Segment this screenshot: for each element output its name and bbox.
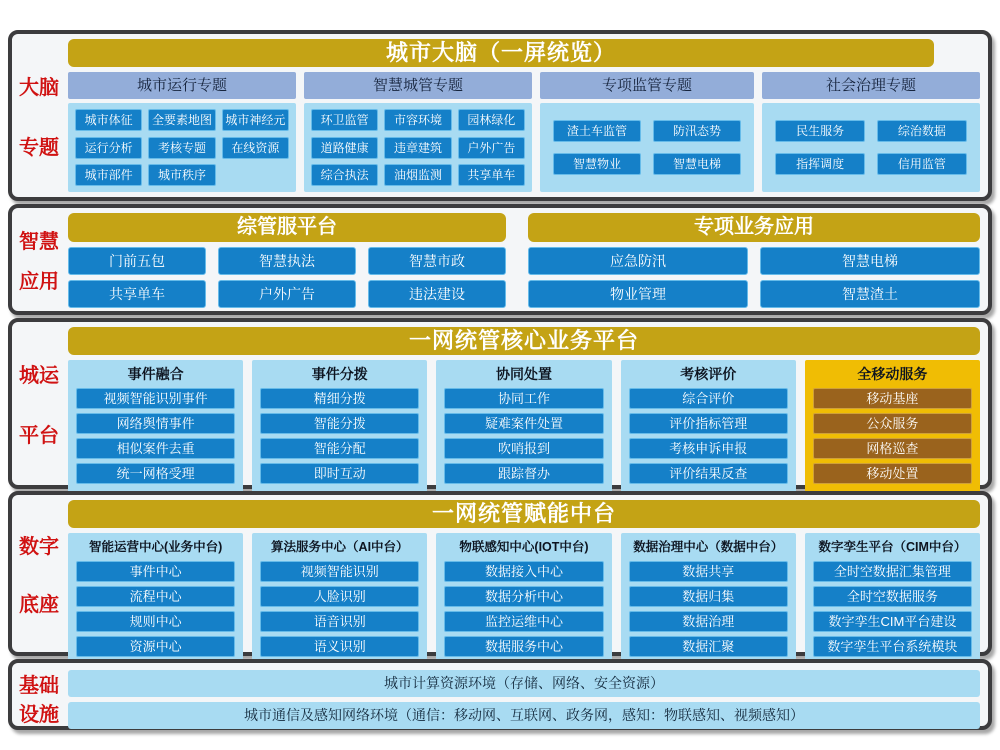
function-block: 视频智能识别 — [260, 561, 419, 582]
topic-block: 城市秩序 — [148, 164, 215, 186]
app-block: 门前五包 — [68, 247, 206, 275]
side-label-line: 底座 — [19, 594, 59, 616]
function-block: 监控运维中心 — [444, 611, 603, 632]
mid-column-data-center — [621, 533, 796, 660]
function-block: 协同工作 — [444, 388, 603, 409]
column-header: 事件分拨 — [311, 366, 368, 382]
group-header: 专项监管专题 — [540, 72, 754, 99]
topic-block: 环卫监管 — [311, 109, 378, 131]
core-column-assessment-evaluation — [621, 360, 796, 498]
topic-group-special-supervision — [540, 72, 754, 192]
side-label-line: 数字 — [19, 536, 59, 558]
function-block: 数据共享 — [629, 561, 788, 582]
core-column-full-mobile-service — [805, 360, 980, 498]
middle-platform-title: 一网统管赋能中台 — [68, 500, 980, 528]
topic-block: 道路健康 — [311, 137, 378, 159]
function-block: 智能分拨 — [260, 413, 419, 434]
group-header: 社会治理专题 — [762, 72, 980, 99]
function-block: 网络舆情事件 — [76, 413, 235, 434]
function-block: 语义识别 — [260, 636, 419, 657]
topic-block: 违章建筑 — [384, 137, 451, 159]
function-block: 视频智能识别事件 — [76, 388, 235, 409]
app-group-title: 专项业务应用 — [528, 213, 980, 242]
topic-block: 在线资源 — [222, 137, 289, 159]
column-header: 全移动服务 — [857, 366, 928, 382]
function-block: 资源中心 — [76, 636, 235, 657]
function-block: 数据分析中心 — [444, 586, 603, 607]
function-block: 吹哨报到 — [444, 438, 603, 459]
app-block: 共享单车 — [68, 280, 206, 308]
column-header: 考核评价 — [680, 366, 737, 382]
section-smart-applications — [8, 204, 992, 315]
brain-side-label — [12, 34, 66, 197]
section-city-operation-platform — [8, 318, 992, 489]
topic-block: 城市神经元 — [222, 109, 289, 131]
function-block: 移动基座 — [813, 388, 972, 409]
app-block: 户外广告 — [218, 280, 356, 308]
mid-column-iot-center — [436, 533, 611, 660]
topic-block: 防汛态势 — [653, 120, 741, 142]
side-label-line: 基础 — [19, 675, 59, 697]
side-label-line: 智慧 — [19, 231, 59, 253]
topic-block: 运行分析 — [75, 137, 142, 159]
side-label-line: 城运 — [19, 365, 59, 387]
topic-block: 综合执法 — [311, 164, 378, 186]
function-block: 事件中心 — [76, 561, 235, 582]
function-block: 数据归集 — [629, 586, 788, 607]
column-header: 事件融合 — [127, 366, 184, 382]
app-block: 应急防汛 — [528, 247, 748, 275]
side-label-line: 大脑 — [19, 77, 59, 99]
function-block: 评价结果反查 — [629, 463, 788, 484]
core-platform-title: 一网统管核心业务平台 — [68, 327, 980, 355]
topic-block: 城市部件 — [75, 164, 142, 186]
column-header: 数字孪生平台（CIM中台） — [818, 540, 967, 554]
core-column-event-fusion — [68, 360, 243, 498]
topic-block: 考核专题 — [148, 137, 215, 159]
topic-block: 市容环境 — [384, 109, 451, 131]
mid-side-label — [12, 495, 66, 652]
topic-block: 智慧物业 — [553, 153, 641, 175]
topic-block: 油烟监测 — [384, 164, 451, 186]
function-block: 数字孪生平台系统模块 — [813, 636, 972, 657]
app-block: 智慧电梯 — [760, 247, 980, 275]
function-block: 语音识别 — [260, 611, 419, 632]
function-block: 相似案件去重 — [76, 438, 235, 459]
function-block: 跟踪督办 — [444, 463, 603, 484]
function-block: 数据汇聚 — [629, 636, 788, 657]
infra-side-label — [12, 663, 66, 726]
app-group-comprehensive-platform — [68, 213, 506, 308]
group-header: 智慧城管专题 — [304, 72, 532, 99]
function-block: 综合评价 — [629, 388, 788, 409]
function-block: 网格巡查 — [813, 438, 972, 459]
function-block: 移动处置 — [813, 463, 972, 484]
mid-column-cim-center — [805, 533, 980, 660]
topic-group-social-governance — [762, 72, 980, 192]
section-digital-base — [8, 491, 992, 656]
function-block: 数据服务中心 — [444, 636, 603, 657]
column-header: 物联感知中心(IOT中台) — [459, 540, 589, 554]
topic-block: 共享单车 — [458, 164, 525, 186]
topic-block: 渣土车监管 — [553, 120, 641, 142]
function-block: 疑难案件处置 — [444, 413, 603, 434]
side-label-line: 专题 — [19, 137, 59, 159]
topic-group-smart-urban-mgmt — [304, 72, 532, 192]
section-infrastructure — [8, 659, 992, 730]
column-header: 数据治理中心（数据中台） — [633, 540, 784, 554]
function-block: 智能分配 — [260, 438, 419, 459]
topic-block: 全要素地图 — [148, 109, 215, 131]
city-brain-title: 城市大脑（一屏统览） — [68, 39, 934, 67]
function-block: 精细分拨 — [260, 388, 419, 409]
topic-block: 户外广告 — [458, 137, 525, 159]
app-block: 智慧渣土 — [760, 280, 980, 308]
mid-column-business-center — [68, 533, 243, 660]
infra-computing-environment: 城市计算资源环境（存储、网络、安全资源） — [68, 670, 980, 697]
function-block: 流程中心 — [76, 586, 235, 607]
app-group-special-business — [528, 213, 980, 308]
group-header: 城市运行专题 — [68, 72, 296, 99]
core-column-collaborative-handling — [436, 360, 611, 498]
function-block: 人脸识别 — [260, 586, 419, 607]
side-label-line: 平台 — [19, 425, 59, 447]
topic-block: 指挥调度 — [775, 153, 865, 175]
column-header: 协同处置 — [496, 366, 552, 382]
column-header: 智能运营中心(业务中台) — [88, 540, 223, 554]
function-block: 考核申诉申报 — [629, 438, 788, 459]
topic-group-city-operation — [68, 72, 296, 192]
function-block: 全时空数据汇集管理 — [813, 561, 972, 582]
topic-block: 园林绿化 — [458, 109, 525, 131]
function-block: 评价指标管理 — [629, 413, 788, 434]
core-side-label — [12, 322, 66, 485]
app-block: 物业管理 — [528, 280, 748, 308]
function-block: 数字孪生CIM平台建设 — [813, 611, 972, 632]
app-block: 智慧执法 — [218, 247, 356, 275]
function-block: 数据治理 — [629, 611, 788, 632]
function-block: 数据接入中心 — [444, 561, 603, 582]
mid-column-ai-center — [252, 533, 427, 660]
section-brain-topics — [8, 30, 992, 201]
core-column-event-dispatch — [252, 360, 427, 498]
app-block: 违法建设 — [368, 280, 506, 308]
side-label-line: 设施 — [19, 704, 59, 726]
side-label-line: 应用 — [19, 271, 59, 293]
function-block: 全时空数据服务 — [813, 586, 972, 607]
app-group-title: 综管服平台 — [68, 213, 506, 242]
infra-network-environment: 城市通信及感知网络环境（通信：移动网、互联网、政务网，感知：物联感知、视频感知） — [68, 702, 980, 729]
column-header: 算法服务中心（AI中台） — [271, 540, 409, 554]
topic-block: 综治数据 — [877, 120, 967, 142]
topic-block: 城市体征 — [75, 109, 142, 131]
topic-block: 智慧电梯 — [653, 153, 741, 175]
app-block: 智慧市政 — [368, 247, 506, 275]
function-block: 统一网格受理 — [76, 463, 235, 484]
topic-block: 民生服务 — [775, 120, 865, 142]
function-block: 即时互动 — [260, 463, 419, 484]
apps-side-label — [12, 208, 66, 311]
function-block: 规则中心 — [76, 611, 235, 632]
topic-block: 信用监管 — [877, 153, 967, 175]
function-block: 公众服务 — [813, 413, 972, 434]
